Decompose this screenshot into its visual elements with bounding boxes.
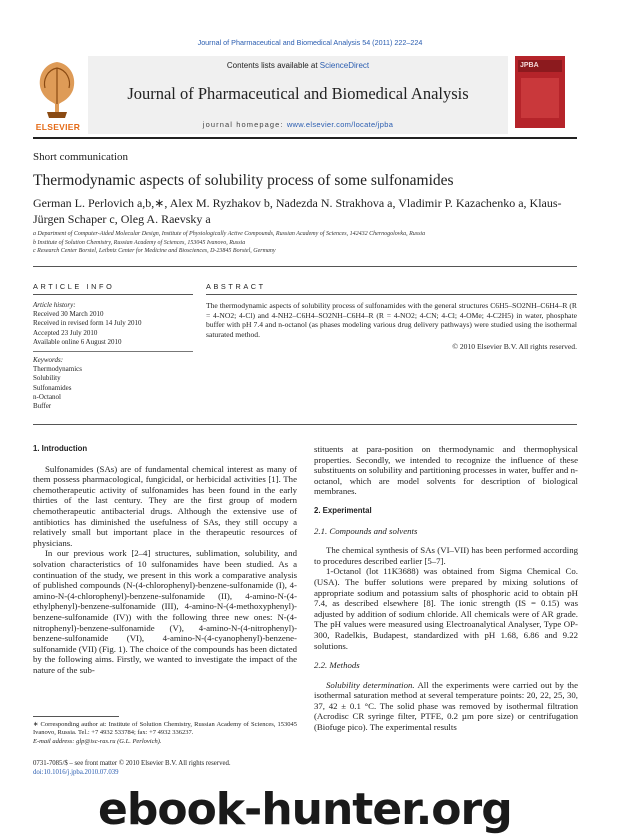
subsection-compounds: 2.1. Compounds and solvents	[314, 525, 418, 536]
affiliation-a: a Department of Computer-Aided Molecular Design, Institute of Physiologically Active Compounds, Russian Academy of Sciences, 142432 Chernogolovka, Russia	[33, 231, 426, 237]
history-label: Article history:	[33, 301, 76, 309]
keywords-label: Keywords:	[33, 356, 64, 364]
right-column	[314, 444, 578, 733]
homepage-label: journal homepage:	[202, 120, 287, 129]
contents-prefix: Contents lists available at	[226, 61, 320, 70]
affiliation-b: b Institute of Solution Chemistry, Russian Academy of Sciences, 153045 Ivanovo, Russia	[33, 239, 246, 246]
author-list: German L. Perlovich a,b,∗, Alex M. Ryzhakov b, Nadezda N. Strakhova a, Vladimir P. Kazachenko a, Klaus-Jürgen Schaper c, Oleg A. Raevsky a	[33, 196, 562, 226]
article-history	[33, 301, 193, 347]
contents-line	[88, 61, 508, 70]
keywords-rule	[33, 351, 193, 352]
cover-label: JPBA	[520, 62, 539, 69]
experimental-heading: 2. Experimental	[314, 505, 372, 515]
history-received: Received 30 March 2010	[33, 310, 104, 319]
affiliations	[33, 230, 578, 256]
left-column	[33, 444, 297, 675]
footnote-rule	[33, 716, 119, 717]
cover-artwork	[521, 78, 559, 118]
homepage-link[interactable]: www.elsevier.com/locate/jpba	[286, 120, 394, 129]
abstract-copyright: © 2010 Elsevier B.V. All rights reserved.	[452, 342, 577, 351]
elsevier-wordmark: ELSEVIER	[35, 122, 81, 132]
keyword: n-Octanol	[33, 392, 61, 401]
history-revised: Received in revised form 14 July 2010	[33, 319, 142, 328]
keywords	[33, 356, 193, 411]
header-rule	[33, 137, 577, 139]
abstract-bottom-rule	[33, 424, 577, 425]
introduction-heading: 1. Introduction	[33, 444, 88, 453]
footnote-email[interactable]: E-mail address: glp@isc-ras.ru (G.L. Perlovich).	[33, 737, 162, 745]
journal-homepage	[88, 120, 508, 129]
history-accepted: Accepted 23 July 2010	[33, 328, 98, 337]
journal-title: Journal of Pharmaceutical and Biomedical Analysis	[127, 84, 469, 103]
intro-paragraph-1: Sulfonamides (SAs) are of fundamental chemical interest as many of them possess pharmacological, fungicidal, or herbicidal activities [1]. The chemotherapeutic activity of sulfonamides has been found in the early thirties of the last century. They are the first group of modern chemotherapeutic antibacterial drugs. Although the extensive use of antibiotics has diminished the usefulness of SAs, they still occupy a relatively small but important place in the therapeutic resources of physicians.	[33, 463, 297, 548]
abstract-heading: ABSTRACT	[206, 282, 266, 291]
issn-line: 0731-7085/$ – see front matter © 2010 Elsevier B.V. All rights reserved.	[33, 760, 231, 767]
footnote-text: ∗ Corresponding author at: Institute of Solution Chemistry, Russian Academy of Sciences, 153045 Ivanovo, Russia. Tel.: +7 4932 533784; fax: +7 4932 336237.	[33, 721, 297, 737]
keyword: Solubility	[33, 374, 61, 383]
solubility-lead: Solubility determination.	[326, 679, 415, 690]
keyword: Buffer	[33, 402, 52, 411]
watermark-text: ebook-hunter.org	[98, 784, 512, 835]
article-type: Short communication	[33, 151, 129, 163]
keyword: Thermodynamics	[33, 365, 82, 374]
keyword: Sulfonamides	[33, 383, 72, 392]
journal-reference[interactable]: Journal of Pharmaceutical and Biomedical Analysis 54 (2011) 222–224	[197, 38, 423, 47]
section-rule	[33, 266, 577, 267]
abstract-rule	[206, 294, 577, 295]
elsevier-tree-logo	[33, 56, 81, 130]
compounds-paragraph-2: 1-Octanol (lot 11K3688) was obtained from Sigma Chemical Co. (USA). The buffer solutions were prepared by mixing solutions of appropriate sodium and potassium salts of phosphoric acid to obtain pH 7.4, as described elsewhere [8]. The ionic strength (IS = 0.15) was adjusted by addition of sodium chloride. All chemicals were of AR grade. The pH values were measured using Electroanalytical Analyser, Type OP-300, Radelkis, Budapest, standardized with pH 1.68, 6.86 and 9.22 solutions.	[314, 566, 578, 651]
abstract-text: The thermodynamic aspects of solubility process of sulfonamides with the general structures C6H5–SO2NH–C6H4–R (R = 4-NO2; 4-Cl) and 4-NH2–C6H4–SO2NH–C6H4–R (R = 4-NO2; 4-CN; 4-Cl; 4-OMe; 4-C2H5) in water, phosphate buffer with pH 7.4 and n-octanol (as phases modeling various drug delivery pathways) were studied using the isothermal saturated method.	[206, 301, 577, 339]
compounds-paragraph-1: The chemical synthesis of SAs (VI–VII) has been performed according to procedures described earlier [5–7].	[314, 545, 578, 566]
sciencedirect-link[interactable]: ScienceDirect	[319, 61, 370, 70]
methods-text: All the experiments were carried out by the isothermal saturation method at several temperature points: 20, 22, 25, 30, 37, 42 ± 0.1 °C. The solid phase was removed by isothermal filtration (Acrodisc CR syringe filter, PTFE, 0.2 µm pore size) or centrifugation (Biofuge pico). The experimental results	[314, 679, 578, 733]
intro-continuation: stituents at para-position on thermodynamic and thermophysical properties. Secondly, we intended to recognize the influence of these substituents on solubility and partitioning processes in water, buffer and n-octanol, which are model solvents for description of biological membranes.	[314, 444, 578, 497]
paper-title: Thermodynamic aspects of solubility process of some sulfonamides	[33, 172, 454, 189]
affiliation-c: c Research Center Borstel, Leibniz Center for Medicine and Biosciences, D-23845 Borstel, Germany	[33, 248, 276, 255]
intro-paragraph-2: In our previous work [2–4] structures, sublimation, solubility, and solvation characteristics of 10 sulfonamides have been studied. As a continuation of the study, we present in this work a comparative analysis of published compounds (N-(4-chlorophenyl)-benzene-sulfonamide (I), 4-amino-N-(4-chlorophenyl)-benzene-sulfonamide (II), 4-amino-N-(4-ethylphenyl)-benzene-sulfonamide (III), 4-amino-N-(4-methoxyphenyl)-benzene-sulfonamide (IV)) with the following three new ones: N-(4-nitrophenyl)-benzene-sulfonamide (V), 4-amino-N-(4-nitrophenyl)-benzene-sulfonamide (VI), 4-amino-N-(4-cyanophenyl)-benzene-sulfonamide (VII) (Fig. 1). The choice of the compounds has been dictated by the following aims. Firstly, we wanted to investigate the impact of the nature of the sub-	[33, 548, 297, 675]
doi-link[interactable]: doi:10.1016/j.jpba.2010.07.039	[33, 768, 119, 776]
subsection-methods: 2.2. Methods	[314, 660, 360, 671]
corresponding-author-footnote	[33, 721, 297, 746]
article-info-rule	[33, 294, 193, 295]
methods-paragraph	[314, 680, 578, 733]
article-info-heading: ARTICLE INFO	[33, 282, 115, 291]
history-online: Available online 6 August 2010	[33, 337, 122, 346]
issn-block	[33, 760, 333, 777]
